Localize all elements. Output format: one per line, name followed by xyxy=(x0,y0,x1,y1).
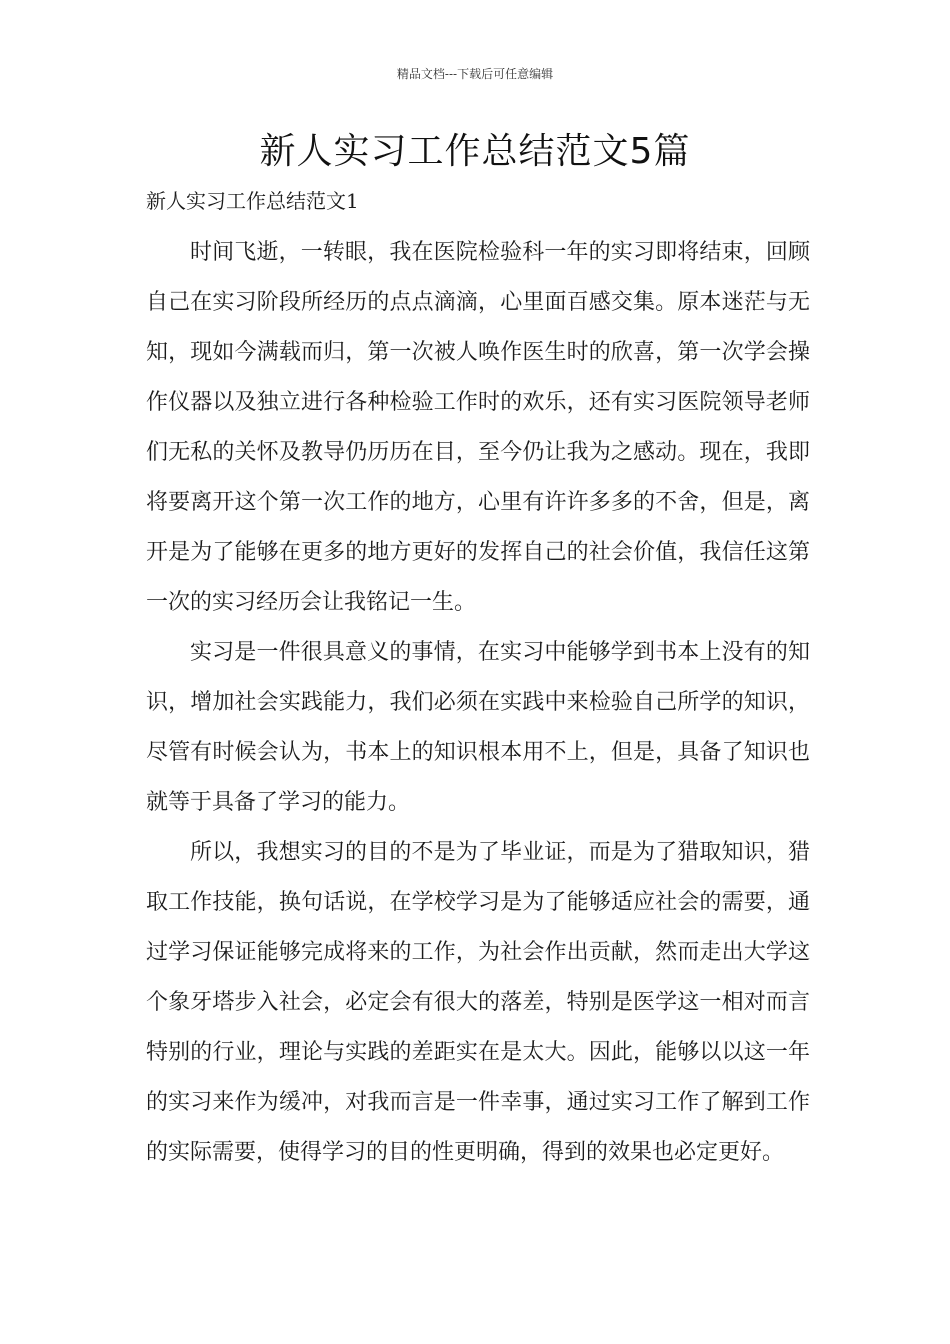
paragraph: 实习是一件很具意义的事情，在实习中能够学到书本上没有的知识，增加社会实践能力，我们必须在实践中来检验自己所学的知识，尽管有时候会认为，书本上的知识根本用不上，但是，具备了知识也就等于具备了学习的能力。 xyxy=(146,640,810,815)
document-body xyxy=(146,228,810,1178)
paragraph: 时间飞逝，一转眼，我在医院检验科一年的实习即将结束，回顾自己在实习阶段所经历的点点滴滴，心里面百感交集。原本迷茫与无知，现如今满载而归，第一次被人唤作医生时的欣喜，第一次学会操作仪器以及独立进行各种检验工作时的欢乐，还有实习医院领导老师们无私的关怀及教导仍历历在目，至今仍让我为之感动。现在，我即将要离开这个第一次工作的地方，心里有许许多多的不舍，但是，离开是为了能够在更多的地方更好的发挥自己的社会价值，我信任这第一次的实习经历会让我铭记一生。 xyxy=(146,240,810,615)
paragraph: 所以，我想实习的目的不是为了毕业证，而是为了猎取知识，猎取工作技能，换句话说，在学校学习是为了能够适应社会的需要，通过学习保证能够完成将来的工作，为社会作出贡献，然而走出大学这个象牙塔步入社会，必定会有很大的落差，特别是医学这一相对而言特别的行业，理论与实践的差距实在是太大。因此，能够以以这一年的实习来作为缓冲，对我而言是一件幸事，通过实习工作了解到工作的实际需要，使得学习的目的性更明确，得到的效果也必定更好。 xyxy=(146,840,810,1165)
document-title: 新人实习工作总结范文5篇 xyxy=(259,131,691,172)
section-subtitle: 新人实习工作总结范文1 xyxy=(146,189,359,213)
page-header: 精品文档---下载后可任意编辑 xyxy=(396,67,554,81)
